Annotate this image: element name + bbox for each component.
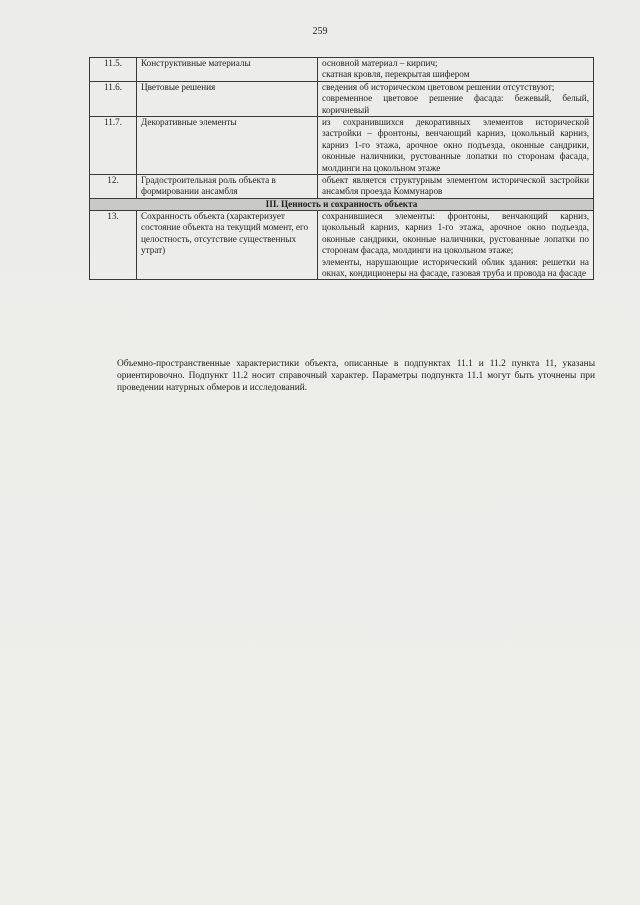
page-number: 259 [312,26,328,37]
section-header: III. Ценность и сохранность объекта [90,198,594,210]
row-name: Цветовые решения [137,81,318,116]
row-name: Декоративные элементы [137,117,318,175]
row-number: 11.7. [90,117,137,175]
value-line: сохранившиеся элементы: фронтоны, венчающий карниз, цокольный карниз, карниз 1-го этажа, арочное окно подъезда, оконные сандрики, оконные наличники, рустованные лопатки по сторонам фасада, молдинги на цокольном этаже; [322,210,589,256]
table-row [90,58,594,82]
table-row [90,210,594,279]
table-row [90,81,594,116]
row-value [318,175,594,199]
table-row [90,175,594,199]
object-characteristics-table [89,57,594,280]
value-line: элементы, нарушающие исторический облик здания: решетки на окнах, кондиционеры на фасаде, газовая труба и провода на фасаде [322,256,589,278]
value-line: современное цветовое решение фасада: бежевый, белый, коричневый [322,93,589,115]
section-header-row [90,198,594,210]
value-line: из сохранившихся декоративных элементов исторической застройки – фронтоны, венчающий карниз, цокольный карниз, карниз 1-го этажа, арочное окно подъезда, оконные сандрики, оконные наличники, рустованные лопатки по сторонам фасада, молдинги на цокольном этаже [322,117,589,173]
row-number: 11.6. [90,81,137,116]
table-row [90,117,594,175]
value-line: сведения об историческом цветовом решении отсутствуют; [322,81,555,92]
row-number: 13. [90,210,137,279]
row-value [318,58,594,82]
row-name: Градостроительная роль объекта в формировании ансамбля [137,175,318,199]
row-name: Конструктивные материалы [137,58,318,82]
row-name: Сохранность объекта (характеризует состояние объекта на текущий момент, его целостность, отсутствие существенных утрат) [137,210,318,279]
value-line: объект является структурным элементом исторической застройки ансамбля проезда Коммунаров [322,175,589,197]
row-number: 12. [90,175,137,199]
value-line: скатная кровля, перекрытая шифером [322,69,470,80]
row-number: 11.5. [90,58,137,82]
row-value [318,117,594,175]
footnote-paragraph: Объемно-пространственные характеристики объекта, описанные в подпунктах 11.1 и 11.2 пункта 11, указаны ориентировочно. Подпункт 11.2 носит справочный характер. Параметры подпункта 11.1 могут быть уточнены при проведении натурных обмеров и исследований. [117,359,595,394]
value-line: основной материал – кирпич; [322,58,438,68]
row-value [318,81,594,116]
row-value [318,210,594,279]
